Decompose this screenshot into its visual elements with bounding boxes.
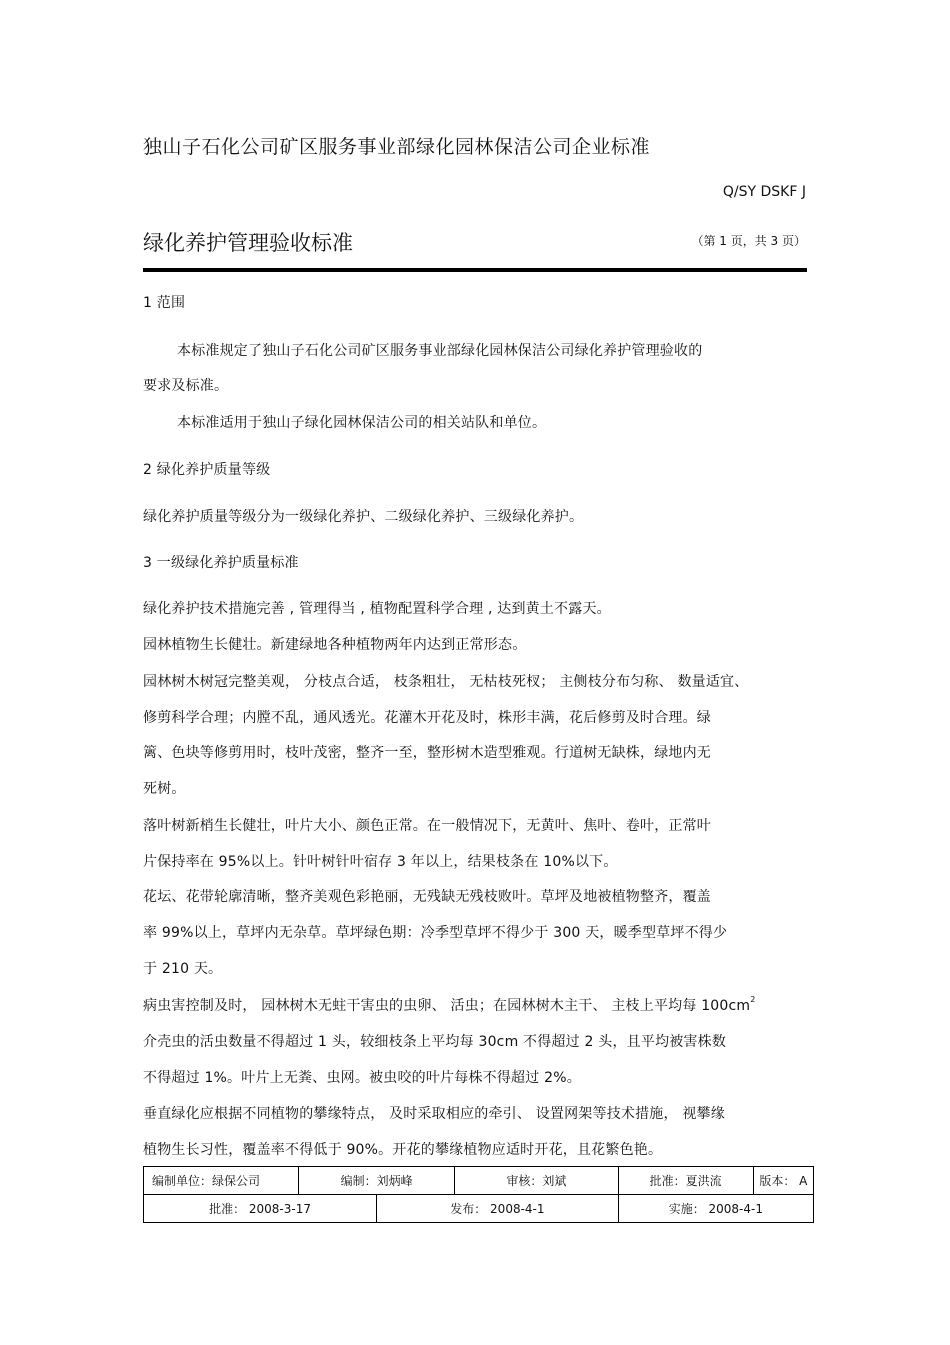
paragraph-line: 本标准规定了独山子石化公司矿区服务事业部绿化园林保洁公司绿化养护管理验收的 <box>177 343 703 359</box>
standard-code: Q/SY DSKF J <box>722 184 806 200</box>
paragraph-line: 绿化养护质量等级分为一级绿化养护、二级绿化养护、三级绿化养护。 <box>143 509 584 525</box>
table-cell: 批准：夏洪流 <box>618 1167 753 1195</box>
paragraph-line: 于 210 天。 <box>143 961 223 977</box>
table-cell: 发布： 2008-4-1 <box>377 1195 619 1223</box>
table-cell: 编制单位：绿保公司 <box>144 1167 299 1195</box>
paragraph-line: 不得超过 1%。叶片上无粪、虫网。被虫咬的叶片每株不得超过 2%。 <box>143 1070 581 1086</box>
paragraph-line: 率 99%以上，草坪内无杂草。草坪绿色期：冷季型草坪不得少于 300 天，暖季型草坪不得少 <box>143 925 728 941</box>
paragraph-line: 园林植物生长健壮。新建绿地各种植物两年内达到正常形态。 <box>143 637 527 653</box>
table-cell: 实施： 2008-4-1 <box>618 1195 813 1223</box>
section-2-heading: 2 绿化养护质量等级 <box>143 462 271 478</box>
paragraph-line: 植物生长习性，覆盖率不得低于 90%。开花的攀缘植物应适时开花，且花繁色艳。 <box>143 1142 663 1158</box>
paragraph-line: 落叶树新梢生长健壮，叶片大小、颜色正常。在一般情况下，无黄叶、焦叶、卷叶，正常叶 <box>143 818 711 834</box>
paragraph-line: 垂直绿化应根据不同植物的攀缘特点， 及时采取相应的牵引、 设置网架等技术措施， 视攀缘 <box>143 1106 725 1122</box>
organization-title: 独山子石化公司矿区服务事业部绿化园林保洁公司企业标准 <box>143 136 651 158</box>
table-row <box>144 1195 814 1223</box>
superscript: 2 <box>750 995 756 1004</box>
approval-table <box>143 1166 814 1223</box>
paragraph-line: 修剪科学合理；内膛不乱，通风透光。花灌木开花及时，株形丰满，花后修剪及时合理。绿 <box>143 710 711 726</box>
paragraph-line <box>143 995 756 1015</box>
paragraph-line: 要求及标准。 <box>143 378 229 394</box>
paragraph-line: 园林树木树冠完整美观， 分枝点合适， 枝条粗壮， 无枯枝死杈； 主侧枝分布匀称、 数量适宜、 <box>143 674 749 690</box>
table-cell: 批准： 2008-3-17 <box>144 1195 377 1223</box>
paragraph-line: 本标准适用于独山子绿化园林保洁公司的相关站队和单位。 <box>177 415 547 431</box>
paragraph-line: 花坛、花带轮廓清晰，整齐美观色彩艳丽，无残缺无残枝败叶。草坪及地被植物整齐，覆盖 <box>143 889 711 905</box>
paragraph-line: 篱、色块等修剪用时，枝叶茂密，整齐一至，整形树木造型雅观。行道树无缺株，绿地内无 <box>143 745 711 761</box>
table-cell: 编制：刘炳峰 <box>299 1167 455 1195</box>
section-3-heading: 3 一级绿化养护质量标准 <box>143 555 299 571</box>
page-indicator: （第 1 页，共 3 页） <box>691 234 806 248</box>
paragraph-line: 片保持率在 95%以上。针叶树针叶宿存 3 年以上，结果枝条在 10%以下。 <box>143 854 618 870</box>
table-cell: 审核：刘斌 <box>455 1167 619 1195</box>
header-rule <box>143 268 807 272</box>
paragraph-line: 绿化养护技术措施完善 , 管理得当 , 植物配置科学合理 , 达到黄土不露天。 <box>143 601 611 617</box>
document-title: 绿化养护管理验收标准 <box>143 231 353 255</box>
table-cell: 版本： A <box>753 1167 813 1195</box>
paragraph-line: 介壳虫的活虫数量不得超过 1 头，较细枝条上平均每 30cm 不得超过 2 头，且平均被害株数 <box>143 1034 727 1050</box>
section-1-heading: 1 范围 <box>143 295 186 311</box>
table-row <box>144 1167 814 1195</box>
paragraph-text: 病虫害控制及时， 园林树木无蛀干害虫的虫卵、 活虫；在园林树木主干、 主枝上平均每 100cm <box>143 998 751 1014</box>
paragraph-line: 死树。 <box>143 781 186 797</box>
